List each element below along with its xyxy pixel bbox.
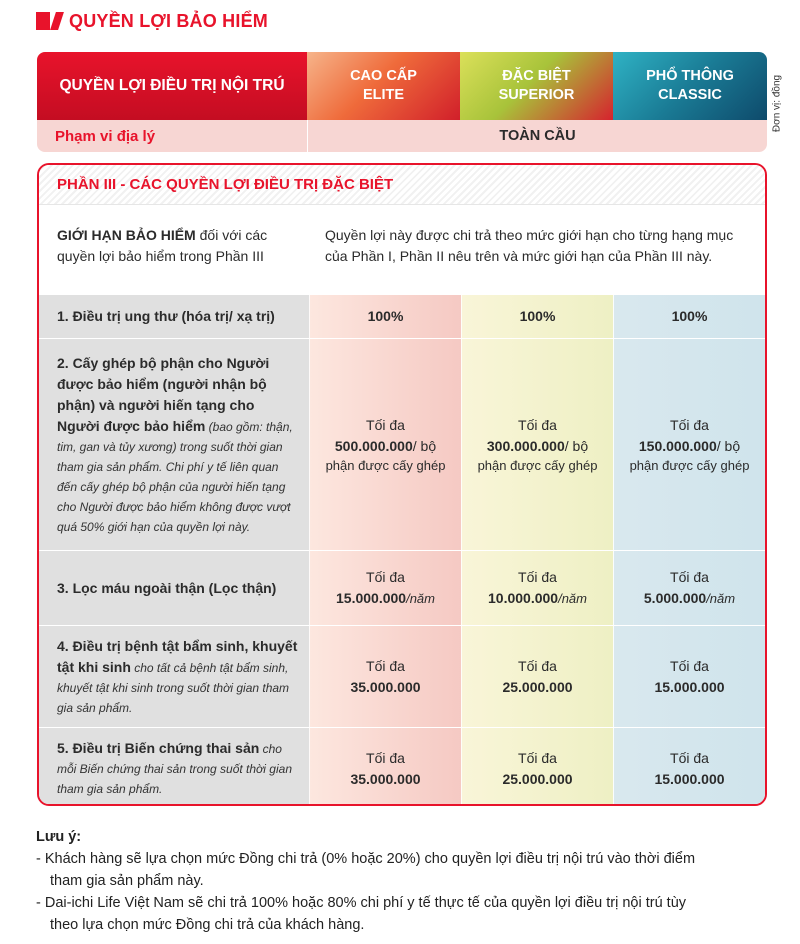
cell-classic [613, 551, 765, 625]
cell-prefix: Tối đa [366, 749, 405, 766]
table-row [39, 338, 765, 550]
cell-prefix: Tối đa [518, 749, 557, 766]
plan-classic-line2: CLASSIC [658, 87, 722, 103]
cell-amount: 150.000.000 [638, 437, 717, 454]
cell-prefix: Tối đa [670, 657, 709, 674]
plan-header-elite [307, 52, 460, 120]
cell-suffix2: phận được cấy ghép [629, 457, 750, 473]
cell-prefix: Tối đa [366, 569, 405, 585]
limit-text: Quyền lợi này được chi trả theo mức giới hạn cho từng hạng mục của Phần I, Phần II nêu trên và mức giới hạn của Phần III này. [325, 227, 734, 264]
row-label-title: 3. Lọc máu ngoài thận (Lọc thận) [57, 579, 277, 596]
cell-elite [309, 295, 461, 338]
cell-superior [461, 339, 613, 550]
cell-elite [309, 551, 461, 625]
note-text-cont: theo lựa chọn mức Đồng chi trả của khách hàng. [50, 917, 365, 933]
table-row [39, 625, 765, 727]
cell-prefix: Tối đa [366, 416, 405, 433]
cell-superior [461, 551, 613, 625]
plan-elite-line2: ELITE [362, 87, 405, 103]
cell-amount: 25.000.000 [502, 678, 573, 695]
cell-prefix: Tối đa [670, 569, 709, 585]
cell-amount: 25.000.000 [502, 770, 573, 787]
row-label [39, 339, 309, 550]
cell-elite [309, 626, 461, 727]
cell-superior [461, 295, 613, 338]
plan-superior-line2: SUPERIOR [498, 87, 575, 103]
cell-classic [613, 626, 765, 727]
cell-classic [613, 728, 765, 806]
notes-title: Lưu ý: [36, 829, 82, 845]
cell-prefix: Tối đa [670, 416, 709, 433]
cell-value: 100% [367, 308, 404, 324]
table-row [39, 727, 765, 806]
scope-label: Phạm vi địa lý [55, 127, 156, 145]
note-item [36, 892, 776, 936]
unit-note [770, 60, 784, 150]
cell-superior [461, 626, 613, 727]
row-label [39, 728, 309, 806]
plan-header-classic [613, 52, 767, 120]
cell-amount: 15.000.000 [336, 590, 407, 606]
cell-amount: 300.000.000 [486, 437, 565, 454]
row-label-title: 1. Điều trị ung thư (hóa trị/ xạ trị) [57, 308, 275, 324]
unit-note-text: Đơn vị: đồng [771, 74, 783, 133]
note-item [36, 848, 776, 892]
part3-header [39, 165, 765, 205]
cell-value: 100% [671, 308, 708, 324]
note-text: - Khách hàng sẽ lựa chọn mức Đồng chi trả (0% hoặc 20%) cho quyền lợi điều trị nội trú vào thời điểm [36, 851, 696, 867]
cell-prefix: Tối đa [670, 749, 709, 766]
cell-amount: 35.000.000 [350, 770, 421, 787]
header-main-label: QUYỀN LỢI ĐIỀU TRỊ NỘI TRÚ [37, 52, 307, 120]
part3-panel [37, 163, 767, 806]
cell-suffix: /năm [406, 591, 435, 606]
cell-superior [461, 728, 613, 806]
cell-suffix: /năm [706, 591, 736, 606]
cell-suffix: / bộ [716, 437, 741, 454]
cell-amount: 5.000.000 [643, 590, 707, 606]
plan-elite-line1: CAO CẤP [350, 68, 417, 84]
cell-elite [309, 339, 461, 550]
cell-amount: 500.000.000 [334, 437, 413, 454]
part3-title: PHẦN III - CÁC QUYỀN LỢI ĐIỀU TRỊ ĐẶC BIỆT [57, 176, 394, 193]
title-decoration-icon [36, 12, 61, 30]
row-label [39, 295, 309, 338]
cell-prefix: Tối đa [366, 657, 405, 674]
cell-value: 100% [519, 308, 556, 324]
row-label-note: cho tất cả bệnh tật bẩm sinh, khuyết tật khi sinh trong suốt thời gian tham gia sản phẩm. [57, 660, 290, 715]
row-label-title: 4. Điều trị bệnh tật bẩm sinh, khuyết tật khi sinh [57, 637, 298, 675]
benefit-grid [39, 294, 765, 806]
cell-classic [613, 339, 765, 550]
row-label-title: 5. Điều trị Biến chứng thai sản [57, 740, 260, 756]
table-row [39, 550, 765, 625]
scope-value: TOÀN CẦU [307, 120, 767, 152]
cell-amount: 10.000.000 [488, 590, 559, 606]
cell-suffix: /năm [558, 591, 587, 606]
plan-superior-line1: ĐẶC BIỆT [502, 68, 571, 84]
limit-label-bold: GIỚI HẠN BẢO HIỂM [57, 227, 196, 243]
cell-amount: 15.000.000 [654, 770, 725, 787]
row-label [39, 551, 309, 625]
cell-amount: 35.000.000 [350, 678, 421, 695]
cell-suffix: / bộ [564, 437, 589, 454]
row-label-title: 2. Cấy ghép bộ phận cho Người được bảo hiểm (người nhận bộ phận) và người hiến tạng cho Người được bảo hiểm [57, 354, 270, 434]
limit-row [39, 205, 765, 294]
table-row [39, 294, 765, 338]
cell-classic [613, 295, 765, 338]
cell-elite [309, 728, 461, 806]
cell-prefix: Tối đa [518, 569, 557, 585]
benefit-header-table [37, 52, 767, 152]
note-text-cont: tham gia sản phẩm này. [50, 873, 204, 889]
plan-header-superior [460, 52, 613, 120]
section-title-bar [36, 8, 268, 34]
row-label-note: (bao gồm: thận, tim, gan và tủy xương) trong suốt thời gian tham gia sản phẩm. Chi phí y tế liên quan đến cấy ghép bộ phận của người hiến tạng cho Người được bảo hiểm không được vượt quá 50% giới hạn của quyền lợi này. [57, 419, 293, 534]
cell-amount: 15.000.000 [654, 678, 725, 695]
cell-suffix2: phận được cấy ghép [477, 457, 598, 473]
plan-classic-line1: PHỔ THÔNG [646, 68, 734, 84]
cell-prefix: Tối đa [518, 416, 557, 433]
limit-label [39, 205, 309, 294]
note-text: - Dai-ichi Life Việt Nam sẽ chi trả 100% hoặc 80% chi phí y tế thực tế của quyền lợi điều trị nội trú tùy [36, 895, 687, 911]
row-label-note: cho mỗi Biến chứng thai sản trong suốt thời gian tham gia sản phẩm. [57, 742, 292, 796]
cell-suffix: / bộ [412, 437, 437, 454]
limit-label-rest: đối với các quyền lợi bảo hiểm trong Phần III [57, 227, 268, 264]
row-label [39, 626, 309, 727]
cell-prefix: Tối đa [518, 657, 557, 674]
cell-suffix2: phận được cấy ghép [325, 457, 446, 473]
notes-section [36, 826, 776, 936]
section-title: QUYỀN LỢI BẢO HIỂM [69, 10, 268, 31]
